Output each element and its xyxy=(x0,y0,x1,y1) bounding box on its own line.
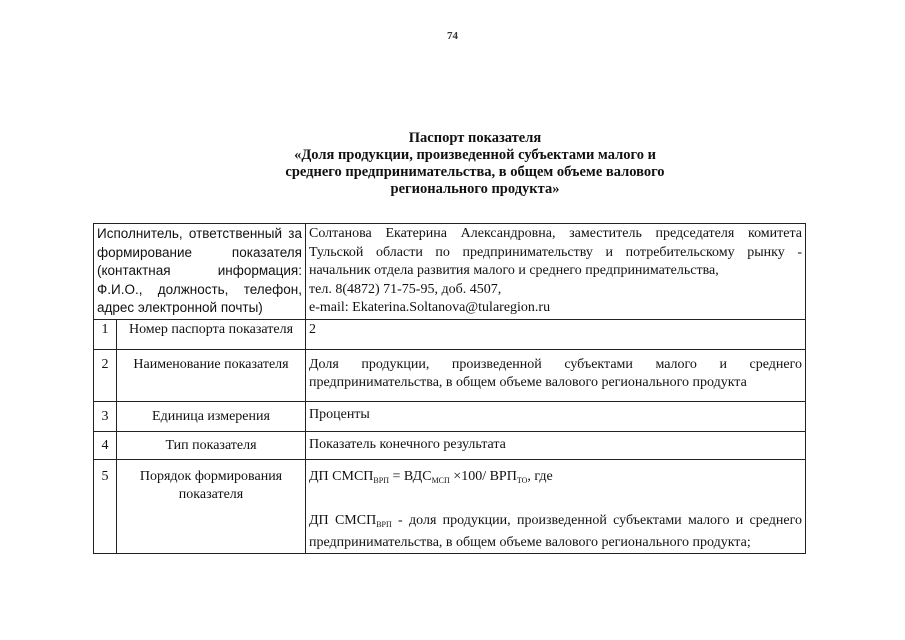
responsible-value xyxy=(306,224,806,320)
row-label: Номер паспорта показателя xyxy=(117,319,306,349)
row-label: Порядок формирования показателя xyxy=(117,459,306,553)
formula-lhs: ДП СМСП xyxy=(309,468,374,484)
table-row xyxy=(94,459,806,553)
row-number: 4 xyxy=(94,431,117,459)
row-number: 2 xyxy=(94,349,117,401)
title-line-2: «Доля продукции, произведенной субъектами малого и xyxy=(294,147,656,163)
row-label: Тип показателя xyxy=(117,431,306,459)
passport-table xyxy=(93,223,806,554)
formula-tail: , где xyxy=(527,468,553,484)
definition-text: - доля продукции, произведенной субъектами малого и среднего предпринимательства, в общем объеме валового регионального продукта; xyxy=(309,512,802,550)
page-number: 74 xyxy=(447,30,458,42)
row-number: 3 xyxy=(94,401,117,431)
row-value: Проценты xyxy=(306,401,806,431)
row-value: Доля продукции, произведенной субъектами малого и среднего предпринимательства, в общем объеме валового регионального продукта xyxy=(306,349,806,401)
responsible-email: e-mail: Ekaterina.Soltanova@tularegion.ru xyxy=(309,300,551,315)
table-row-responsible xyxy=(94,224,806,320)
document-title xyxy=(210,130,740,198)
table-row xyxy=(94,401,806,431)
formula-vds-subscript: МСП xyxy=(431,475,450,485)
formula-vrp-subscript: ТО xyxy=(516,475,528,485)
formula-eq: = ВДС xyxy=(388,468,432,484)
formula-lhs-subscript: ВРП xyxy=(373,475,389,485)
row-number: 5 xyxy=(94,459,117,553)
row-number: 1 xyxy=(94,319,117,349)
formula xyxy=(309,468,802,490)
row-value: Показатель конечного результата xyxy=(306,431,806,459)
title-line-3: среднего предпринимательства, в общем объеме валового xyxy=(285,164,665,180)
definition-term-subscript: ВРП xyxy=(376,519,392,529)
row-label: Единица измерения xyxy=(117,401,306,431)
table-row xyxy=(94,319,806,349)
responsible-phone: тел. 8(4872) 71-75-95, доб. 4507, xyxy=(309,281,502,297)
definition xyxy=(309,512,802,552)
table-row xyxy=(94,431,806,459)
responsible-value-line1: Солтанова Екатерина Александровна, заместитель председателя комитета Тульской области по предпринимательству и потребительскому рынку - начальник отдела развития малого и среднего предпринимательства, xyxy=(309,226,802,278)
row-label: Наименование показателя xyxy=(117,349,306,401)
title-line-4: регионального продукта» xyxy=(390,181,560,197)
title-line-1: Паспорт показателя xyxy=(408,130,542,146)
row-value: 2 xyxy=(306,319,806,349)
formula-mid: ×100/ ВРП xyxy=(449,468,517,484)
responsible-label: Исполнитель, ответственный за формирование показателя (контактная информация: Ф.И.О., должность, телефон, адрес электронной почты) xyxy=(94,224,306,320)
definition-term: ДП СМСП xyxy=(309,512,377,528)
method-cell xyxy=(306,459,806,553)
table-row xyxy=(94,349,806,401)
